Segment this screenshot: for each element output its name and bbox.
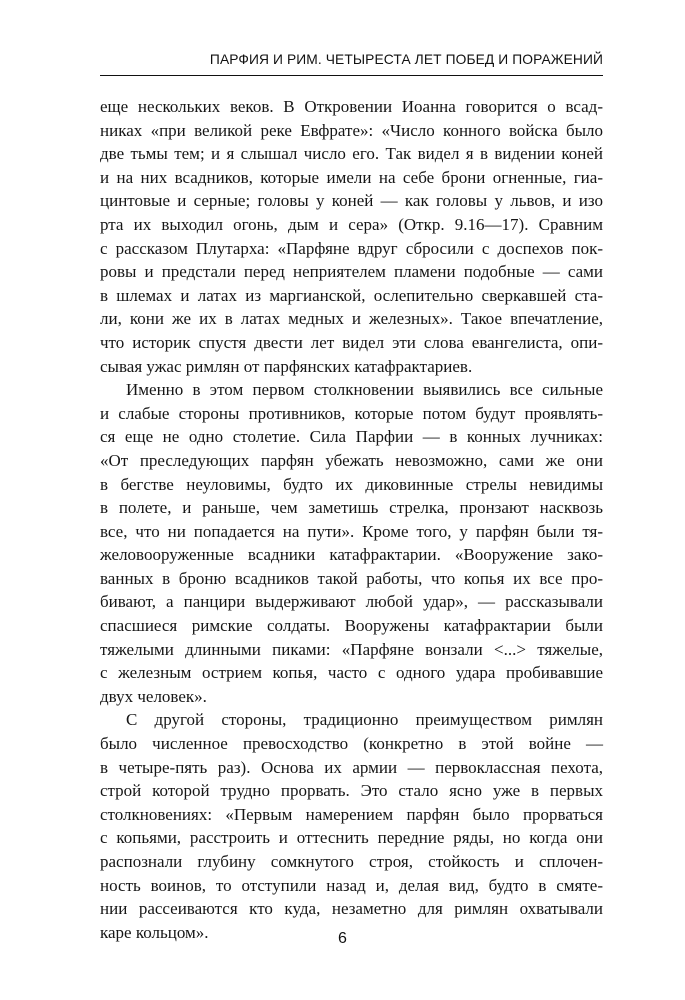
text-line: цинтовые и серные; головы у коней — как головы у львов, и изо: [100, 191, 603, 211]
text-line: строй которой трудно прорвать. Это стало ясно уже в первых: [100, 781, 603, 801]
text-line: с рассказом Плутарха: «Парфяне вдруг сбросили с доспехов пок-: [100, 238, 603, 258]
text-line: Именно в этом первом столкновении выявились все сильные: [126, 380, 603, 400]
text-line: тяжелыми длинными пиками: «Парфяне вонзали <...> тяжелые,: [100, 639, 603, 659]
text-line: с копьями, расстроить и оттеснить передние ряды, но когда они: [100, 828, 603, 848]
text-line: что историк спустя двести лет видел эти слова евангелиста, опи-: [100, 332, 603, 352]
text-line: с железным острием копья, часто с одного удара пробивавшие: [100, 663, 603, 683]
page-number: 6: [338, 930, 347, 947]
text-line: все, что ни попадается на пути». Кроме того, у парфян были тя-: [100, 521, 603, 541]
text-line: распознали глубину сомкнутого строя, стойкость и сплочен-: [100, 852, 603, 871]
paragraph: [100, 95, 603, 378]
text-line: в полете, и раньше, чем заметишь стрелка, пронзают насквозь: [100, 498, 603, 518]
text-line: ли, кони же их в латах медных и железных». Такое впечатление,: [100, 309, 603, 329]
text-line: и слабые стороны противников, которые потом будут проявлять-: [100, 403, 603, 423]
text-line: никах «при великой реке Евфрате»: «Число конного войска было: [100, 120, 603, 140]
text-line: бивают, а панцири выдерживают любой удар», — рассказывали: [100, 592, 603, 612]
text-line: двух человек».: [100, 686, 207, 706]
text-line: рта их выходил огонь, дым и сера» (Откр. 9.16—17). Сравним: [100, 214, 603, 234]
text-line: и на них всадников, которые имели на себе брони огненные, гиа-: [100, 167, 603, 187]
text-line: ся еще не одно столетие. Сила Парфии — в конных лучниках:: [100, 427, 603, 447]
text-line: еще нескольких веков. В Откровении Иоанна говорится о всад-: [100, 97, 603, 116]
text-line: желовооруженные всадники катафрактарии. «Вооружение зако-: [100, 545, 603, 565]
text-line: в четыре-пять раз). Основа их армии — первоклассная пехота,: [100, 757, 603, 777]
text-line: «От преследующих парфян убежать невозможно, сами же они: [100, 450, 603, 470]
text-line: спасшиеся римские солдаты. Вооружены катафрактарии были: [100, 616, 603, 636]
text-line: в шлемах и латах из маргианской, ослепительно сверкавшей ста-: [100, 285, 603, 305]
text-line: две тьмы тем; и я слышал число его. Так видел я в видении коней: [100, 144, 603, 164]
text-line: было численное превосходство (конкретно в этой войне —: [100, 734, 603, 754]
text-line: нии рассеиваются кто куда, незаметно для римлян охватывали: [100, 899, 603, 919]
header-rule: [100, 75, 603, 76]
paragraph: [100, 378, 603, 708]
text-line: в бегстве неуловимы, будто их диковинные стрелы невидимы: [100, 474, 603, 494]
text-line: каре кольцом».: [100, 922, 209, 942]
text-line: ность воинов, то отступили назад и, делая вид, будто в смяте-: [100, 875, 603, 895]
body-text: [100, 95, 603, 944]
text-line: ванных в броню всадников такой работы, что копья их все про-: [100, 568, 603, 588]
text-line: сывая ужас римлян от парфянских катафрактариев.: [100, 356, 473, 376]
text-line: ровы и предстали перед неприятелем пламени подобные — сами: [100, 262, 603, 282]
text-line: столкновениях: «Первым намерением парфян было прорваться: [100, 804, 603, 824]
paragraph: [100, 708, 603, 944]
text-line: С другой стороны, традиционно преимуществом римлян: [126, 710, 603, 730]
running-header: ПАРФИЯ И РИМ. ЧЕТЫРЕСТА ЛЕТ ПОБЕД И ПОРАЖЕНИЙ: [209, 52, 603, 67]
